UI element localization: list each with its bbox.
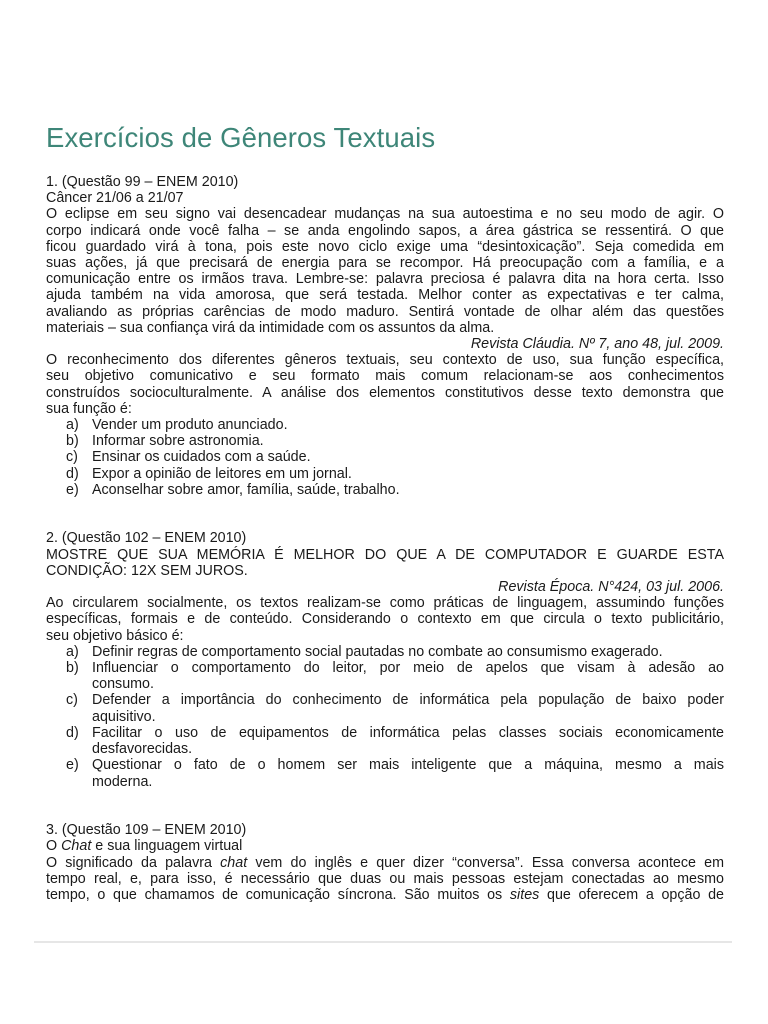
option-letter: e): [66, 757, 79, 774]
q2-option-a: [46, 644, 724, 660]
q1-option-b: [46, 433, 724, 449]
option-letter: d): [66, 465, 79, 482]
q2-prompt-line: Ao circularem socialmente, os textos realizam-se como práticas de linguagem, assumindo funções: [46, 595, 724, 612]
q2-ad-line: CONDIÇÃO: 12X SEM JUROS.: [46, 562, 248, 579]
option-letter: c): [66, 449, 78, 466]
option-text: Influenciar o comportamento do leitor, por meio de apelos que visam à adesão ao: [92, 660, 724, 677]
q2-option-b: [46, 660, 724, 676]
option-letter: d): [66, 724, 79, 741]
option-continuation: desfavorecidas.: [92, 741, 193, 758]
q1-option-d: [46, 466, 724, 482]
q2-options: [46, 644, 724, 790]
q3-l1-pre: O significado da palavra: [46, 854, 221, 871]
option-letter: a): [66, 417, 79, 434]
document-body: [46, 174, 724, 903]
q1-text-line: corpo indicará onde você falha – se anda engolindo sapos, a área gástrica se ressentirá. O que: [46, 222, 724, 239]
q1-sign: Câncer 21/06 a 21/07: [46, 190, 184, 207]
option-text: Vender um produto anunciado.: [92, 417, 288, 434]
q3-l3-em: sites: [509, 886, 540, 903]
q1-option-e: [46, 482, 724, 498]
option-letter: c): [66, 692, 78, 709]
q3-l3-post: que oferecem a opção de: [539, 886, 725, 903]
q3-l1-post: vem do inglês e quer dizer “conversa”. Essa conversa acontece em: [247, 854, 725, 871]
q2-source: Revista Época. N°424, 03 jul. 2006.: [498, 579, 724, 596]
option-text: Facilitar o uso de equipamentos de informática pelas classes sociais economicamente: [92, 724, 724, 741]
option-continuation: moderna.: [92, 773, 153, 790]
option-continuation: aquisitivo.: [92, 708, 156, 725]
q1-text-line: suas ações, já que precisará de energia para se recompor. Há preocupação com a família, e a: [46, 255, 724, 272]
q3-subtitle-pre: O: [46, 838, 62, 855]
q1-text-line: materiais – sua confiança virá da intimidade com os assuntos da alma.: [46, 319, 495, 336]
q3-text-line: [46, 887, 724, 903]
option-letter: b): [66, 660, 79, 677]
q1-prompt-line: seu objetivo comunicativo e seu formato mais comum relacionam-se aos conhecimentos: [46, 368, 724, 385]
section-gap: [46, 790, 724, 822]
q2-option-c: [46, 692, 724, 708]
option-text: Questionar o fato de o homem ser mais inteligente que a máquina, mesmo a mais: [92, 757, 724, 774]
q3-subtitle-em: Chat: [61, 838, 92, 855]
q1-prompt-line: O reconhecimento dos diferentes gêneros textuais, seu contexto de uso, sua função específica,: [46, 352, 724, 369]
q3-subtitle-post: e sua linguagem virtual: [91, 838, 243, 855]
section-gap: [46, 498, 724, 530]
q1-text: [46, 206, 724, 336]
q3-text-line: [46, 855, 724, 871]
option-letter: e): [66, 481, 79, 498]
option-text: Expor a opinião de leitores em um jornal.: [92, 465, 352, 482]
q2-ad: [46, 547, 724, 579]
option-text: Ensinar os cuidados com a saúde.: [92, 449, 311, 466]
q1-text-line: avaliando as próprias carências de modo maduro. Sentirá vontade de olhar além das questões: [46, 303, 724, 320]
q2-ad-line: MOSTRE QUE SUA MEMÓRIA É MELHOR DO QUE A DE COMPUTADOR E GUARDE ESTA: [46, 546, 724, 563]
q1-header: 1. (Questão 99 – ENEM 2010): [46, 174, 239, 190]
option-letter: a): [66, 643, 79, 660]
option-text: Defender a importância do conhecimento de informática pela população de baixo poder: [92, 692, 724, 709]
option-letter: b): [66, 433, 79, 450]
option-text: Definir regras de comportamento social pautadas no combate ao consumismo exagerado.: [92, 643, 663, 660]
q1-prompt-line: sua função é:: [46, 400, 132, 417]
q2-prompt: [46, 595, 724, 644]
option-text: Aconselhar sobre amor, família, saúde, trabalho.: [92, 481, 400, 498]
page-title: Exercícios de Gêneros Textuais: [46, 122, 436, 153]
q3-subtitle: [46, 838, 724, 854]
page-divider: [34, 941, 732, 943]
q3-l3-pre: tempo, o que chamamos de comunicação síncrona. São muitos os: [46, 886, 510, 903]
q1-text-line: comunicação entre os irmãos trava. Lembre-se: palavra preciosa é palavra dita na hora certa. Isso: [46, 271, 724, 288]
option-continuation: consumo.: [92, 676, 154, 693]
q3-header: 3. (Questão 109 – ENEM 2010): [46, 822, 247, 839]
q3-l1-em: chat: [220, 854, 248, 871]
q2-option-e: [46, 757, 724, 773]
q1-prompt-line: construídos socioculturalmente. A análise dos elementos constitutivos desse texto demonstra que: [46, 384, 724, 401]
q1-prompt: [46, 352, 724, 417]
q1-text-line: O eclipse em seu signo vai desencadear mudanças na sua autoestima e no seu modo de agir. O: [46, 206, 724, 223]
q2-option-d: [46, 725, 724, 741]
q2-prompt-line: seu objetivo básico é:: [46, 627, 184, 644]
q1-source: Revista Cláudia. Nº 7, ano 48, jul. 2009.: [470, 336, 724, 353]
q2-header: 2. (Questão 102 – ENEM 2010): [46, 530, 247, 547]
q1-text-line: ficou guardado virá à tona, pois este novo ciclo exige uma “desintoxicação”. Seja comedida em: [46, 238, 724, 255]
q1-options: [46, 417, 724, 498]
option-text: Informar sobre astronomia.: [92, 433, 264, 450]
q3-text-line: tempo real, e, para isso, é necessário que duas ou mais pessoas estejam conectadas ao mesmo: [46, 870, 724, 887]
q2-prompt-line: específicas, formais e de conteúdo. Considerando o contexto em que circula o texto publicitário,: [46, 611, 724, 628]
q1-option-c: [46, 449, 724, 465]
q1-text-line: ajuda também na vida amorosa, que será testada. Melhor conter as expectativas e ter calma,: [46, 287, 724, 304]
q1-option-a: [46, 417, 724, 433]
